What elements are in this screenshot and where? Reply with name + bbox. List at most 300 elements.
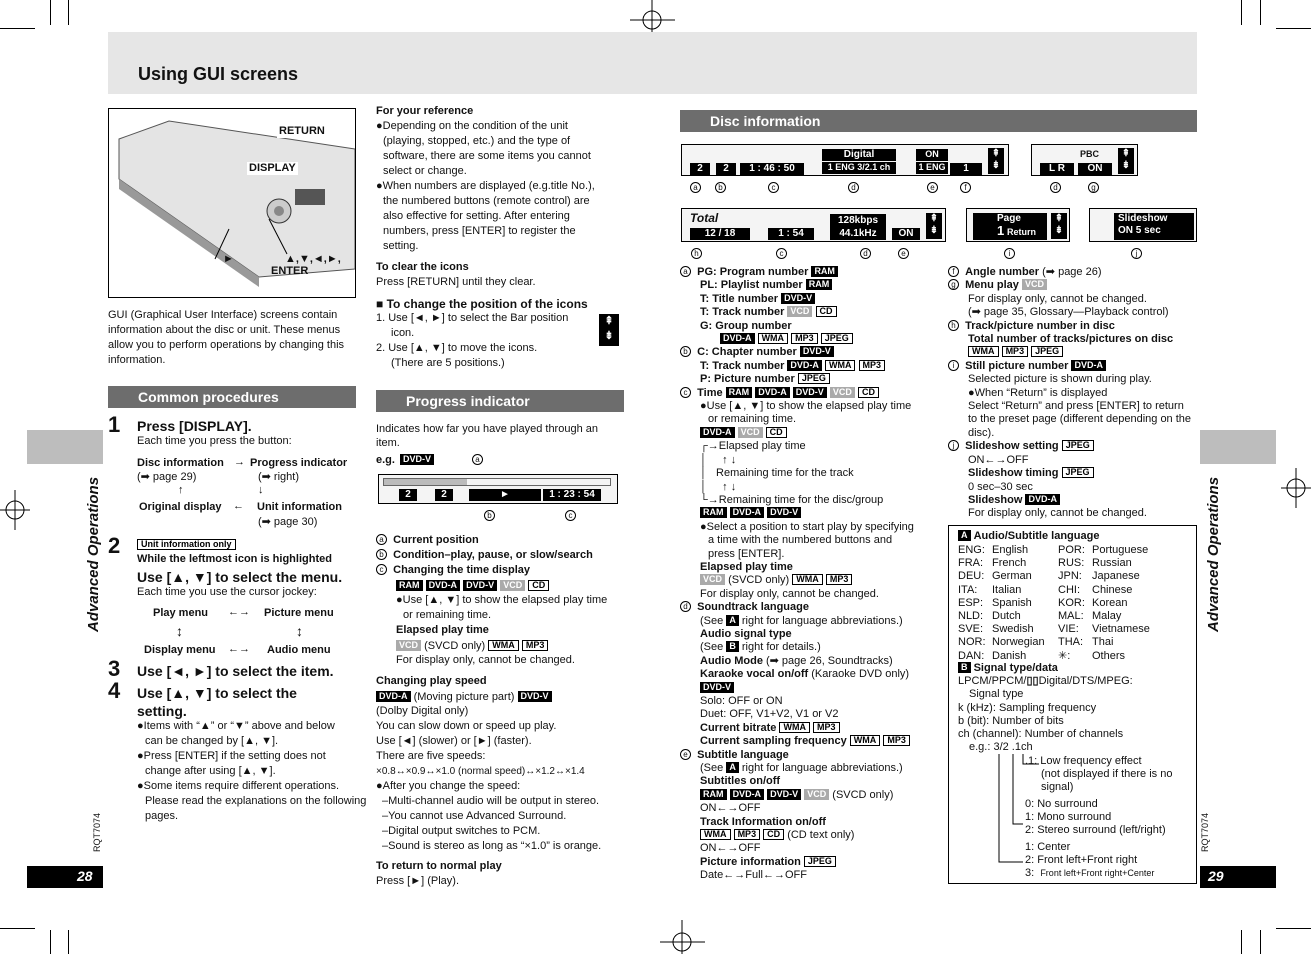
text: Select “Return” and press [ENTER] to return xyxy=(968,400,1184,413)
language-code: ENG: xyxy=(958,544,985,556)
text: 1: Mono surround xyxy=(1025,811,1112,823)
language-code: ✳: xyxy=(1058,649,1071,662)
page-osd xyxy=(966,208,1070,242)
wma-tag: WMA xyxy=(792,574,823,585)
crop-mark xyxy=(1260,930,1261,954)
ram-tag: RAM xyxy=(396,580,423,591)
language-code: DEU: xyxy=(958,570,985,583)
bar-position-icon: ⇞ ⇟ xyxy=(599,314,619,346)
callout-b: b xyxy=(376,549,387,560)
text: 0: No surround xyxy=(1025,798,1098,810)
text: (Dolby Digital only) xyxy=(376,705,469,717)
text: LPCM/PPCM/ xyxy=(958,675,1027,687)
language-name: Danish xyxy=(992,649,1027,662)
step-title: Use [▲, ▼] to select the menu. xyxy=(137,569,343,585)
item-label: C: Chapter number xyxy=(697,346,797,359)
section-header: Disc information xyxy=(680,110,1197,132)
text: .1: Low frequency effect xyxy=(1025,755,1142,767)
callout-e: e xyxy=(680,749,691,760)
osd-angle-value: 1 xyxy=(950,163,982,175)
ref-text: the numbered buttons (remote control) are xyxy=(383,195,590,207)
osd-time-value: 1 : 54 xyxy=(768,228,814,240)
speed-list: ×0.8↔×0.9↔×1.0 (normal speed)↔×1.2↔×1.4 xyxy=(376,766,585,777)
language-code: DAN: xyxy=(958,649,985,662)
registration-target-icon xyxy=(0,490,30,530)
callout-h: h xyxy=(948,320,959,331)
text: e.g. xyxy=(376,454,395,466)
jpeg-tag: JPEG xyxy=(804,856,836,867)
menu-item: Picture menu xyxy=(264,607,334,619)
osd-info-value: ON xyxy=(892,228,920,240)
step-title: Press [DISPLAY]. xyxy=(137,418,252,434)
language-name: Others xyxy=(1092,649,1126,662)
text: (See xyxy=(700,762,724,775)
vcd-tag: VCD xyxy=(787,306,812,317)
dvd-a-tag: DVD-A xyxy=(426,580,461,591)
dvd-v-tag: DVD-V xyxy=(463,580,497,591)
vcd-tag: VCD xyxy=(738,427,763,438)
osd-lr-value: L R xyxy=(1040,163,1074,175)
section-header: Progress indicator xyxy=(376,390,624,412)
text: –Digital output switches to PCM. xyxy=(382,825,541,837)
language-code: JPN: xyxy=(1058,570,1082,583)
page-ref: (➡ page 30) xyxy=(258,516,318,528)
page-title: Using GUI screens xyxy=(138,64,299,84)
callout-h: h xyxy=(691,248,702,259)
cd-tag: CD xyxy=(528,580,549,591)
crop-mark xyxy=(1241,930,1242,954)
dvd-v-tag: DVD-V xyxy=(400,454,434,465)
dvd-v-tag: DVD-V xyxy=(767,789,801,800)
crop-mark xyxy=(1241,0,1242,25)
text: For display only, cannot be changed. xyxy=(396,654,575,666)
ref-text: 1. Use [◄, ►] to select the Bar position xyxy=(376,312,569,324)
subheading: Changing play speed xyxy=(376,675,487,687)
crop-mark xyxy=(50,0,51,25)
text: Solo: OFF or ON xyxy=(700,695,783,707)
updown-icon: ⇞ ⇟ xyxy=(1118,148,1134,174)
language-code: MAL: xyxy=(1058,610,1084,622)
text: Use [◄] (slower) or [►] (faster). xyxy=(376,735,532,747)
box-heading: Signal type/data xyxy=(973,662,1058,674)
flow-item: Unit information xyxy=(257,501,342,513)
text: or remaining time. xyxy=(708,413,797,426)
text: 2: Stereo surround (left/right) xyxy=(1025,824,1166,836)
jpeg-tag: JPEG xyxy=(1062,440,1094,451)
item-label: P: Picture number xyxy=(700,373,795,386)
text: (CD text only) xyxy=(787,829,855,842)
page-number: 28 xyxy=(27,866,103,888)
ref-text: also effective for setting. After entering xyxy=(383,210,570,222)
menu-item: Audio menu xyxy=(267,644,331,656)
osd-return-label: Return xyxy=(1007,227,1037,237)
text: Selected picture is shown during play. xyxy=(968,373,1152,386)
crop-mark xyxy=(1276,928,1311,929)
item-label: Still picture number xyxy=(965,359,1069,372)
text: Press [►] (Play). xyxy=(376,875,460,887)
callout-b: b xyxy=(715,182,726,193)
dvd-a-tag: DVD-A xyxy=(787,360,822,371)
language-row xyxy=(958,544,1194,557)
dvd-a-tag: DVD-A xyxy=(1071,360,1106,371)
vcd-tag: VCD xyxy=(1022,279,1047,290)
text: (➡ page 26, Soundtracks) xyxy=(766,654,893,667)
arrow: ←→ xyxy=(228,643,250,655)
text: (Karaoke DVD only) xyxy=(811,668,910,681)
callout-f: f xyxy=(960,182,971,193)
osd-page xyxy=(973,213,1047,240)
item-label: Track Information on/off xyxy=(700,815,826,828)
page-number: 29 xyxy=(1200,866,1276,888)
arrow: ↑ xyxy=(178,484,184,496)
text: (➡ page 35, Glossary—Playback control) xyxy=(968,306,1169,319)
mp3-tag: MP3 xyxy=(1002,346,1029,357)
osd-page-value: 1 xyxy=(997,223,1005,238)
text: 0 sec–30 sec xyxy=(968,480,1033,493)
wma-tag: WMA xyxy=(968,346,999,357)
crop-mark xyxy=(1260,0,1261,25)
osd-slideshow-value: ON 5 sec xyxy=(1118,225,1161,236)
item-label: Audio Mode xyxy=(700,654,763,667)
language-name: German xyxy=(992,570,1032,583)
dvd-a-tag: DVD-A xyxy=(700,427,735,438)
callout-c: c xyxy=(768,182,779,193)
cd-tag: CD xyxy=(858,387,879,398)
dvd-v-tag: DVD-V xyxy=(767,507,801,518)
item-label: PG: Program number xyxy=(697,266,809,278)
item-label: Total number of tracks/pictures on disc xyxy=(968,333,1174,346)
mp3-tag: MP3 xyxy=(522,640,549,651)
language-code: VIE: xyxy=(1058,623,1079,636)
side-tab xyxy=(1200,430,1276,464)
item-label: G: Group number xyxy=(700,319,792,332)
callout-i: i xyxy=(948,360,959,371)
jpeg-tag: JPEG xyxy=(798,373,830,384)
cd-tag: CD xyxy=(763,829,784,840)
vcd-tag: VCD xyxy=(396,640,421,651)
item-label: Picture information xyxy=(700,855,801,868)
dvd-v-tag: DVD-V xyxy=(781,293,815,304)
item-label: Karaoke vocal on/off xyxy=(700,668,809,681)
menu-item: Display menu xyxy=(144,644,216,656)
text: right for details.) xyxy=(741,641,821,654)
arrow: ↕ xyxy=(176,623,183,639)
device-illustration xyxy=(108,108,356,298)
text: ch (channel): Number of channels xyxy=(958,728,1124,740)
item-label: Audio signal type xyxy=(700,627,792,640)
ref-b-tag: B xyxy=(726,641,739,652)
arrow: ←→ xyxy=(228,606,250,618)
text: disc). xyxy=(968,426,995,439)
ref-text: Press [RETURN] until they clear. xyxy=(376,276,536,288)
text: (not displayed if there is no xyxy=(1041,768,1173,780)
legend-label: Condition–play, pause, or slow/search xyxy=(393,549,593,561)
callout-d: d xyxy=(680,601,691,612)
step-number: 4 xyxy=(108,678,121,703)
language-name: English xyxy=(992,544,1029,556)
text: ●Select a position to start play by specifying xyxy=(700,520,914,533)
text: (➡ page 26) xyxy=(1042,266,1102,278)
callout-g: g xyxy=(1088,182,1099,193)
callout-a: a xyxy=(680,266,691,277)
language-code: ESP: xyxy=(958,596,984,609)
language-code: SVE: xyxy=(958,623,984,636)
language-row xyxy=(958,584,1194,597)
document-code: RQT7074 xyxy=(1200,812,1210,852)
text: –You cannot use Advanced Surround. xyxy=(382,810,567,822)
dvd-a-tag: DVD-A xyxy=(376,691,411,702)
osd-slideshow xyxy=(1114,213,1194,240)
ref-a-tag: A xyxy=(726,615,739,626)
ref-text: 2. Use [▲, ▼] to move the icons. xyxy=(376,342,538,354)
text: signal) xyxy=(1041,781,1074,793)
text: There are five speeds: xyxy=(376,750,486,762)
ref-text: software, there are some items you cannot xyxy=(383,150,591,162)
callout-b: b xyxy=(484,510,495,521)
osd-bitrate xyxy=(830,214,886,240)
osd-time-value: 1 : 46 : 50 xyxy=(740,163,804,175)
osd-sampling-value: 44.1kHz xyxy=(839,228,877,239)
language-row xyxy=(958,597,1194,610)
language-name: Norwegian xyxy=(992,636,1045,649)
osd-bitrate-value: 128kbps xyxy=(837,215,879,226)
progress-osd xyxy=(378,474,618,504)
callout-g: g xyxy=(948,279,959,290)
callout-a: a xyxy=(690,182,701,193)
callout-i: i xyxy=(1004,248,1015,259)
text: (See xyxy=(700,614,724,627)
updown-icon: ⇞ ⇟ xyxy=(926,213,942,239)
osd-pbc-value: ON xyxy=(1078,163,1112,175)
progress-track xyxy=(383,478,611,486)
text: e.g.: 3/2 .1ch xyxy=(969,741,1033,753)
updown-icon: ⇞ ⇟ xyxy=(988,148,1004,174)
step-number: 3 xyxy=(108,656,121,681)
text: press [ENTER]. xyxy=(708,547,785,560)
wma-tag: WMA xyxy=(825,360,856,371)
vcd-tag: VCD xyxy=(500,580,525,591)
text: (SVCD only) xyxy=(424,640,486,652)
callout-j: j xyxy=(1131,248,1142,259)
language-row xyxy=(958,557,1194,570)
ref-text: (There are 5 positions.) xyxy=(391,357,505,369)
step-desc: Each time you press the button: xyxy=(137,435,292,447)
dvd-a-tag: DVD-A xyxy=(1025,494,1060,505)
item-label: Track/picture number in disc xyxy=(965,319,1115,332)
callout-d: d xyxy=(860,248,871,259)
intro-text: GUI (Graphical User Interface) screens contain information about the disc or unit. These menus allow you to perform operations by changing this information. xyxy=(108,309,345,366)
language-name: Swedish xyxy=(992,623,1034,636)
osd-subtitle-value: ON xyxy=(916,149,948,161)
text: b (bit): Number of bits xyxy=(958,715,1064,727)
registration-target-icon xyxy=(1281,468,1311,508)
language-name: Italian xyxy=(992,583,1022,596)
wma-tag: WMA xyxy=(850,735,881,746)
language-name: Spanish xyxy=(992,596,1032,609)
time-readout: 1 : 23 : 54 xyxy=(543,489,601,501)
ref-a-tag: A xyxy=(726,762,739,773)
callout-e: e xyxy=(898,248,909,259)
osd-title-value: 2 xyxy=(690,163,710,175)
osd-pbc-label: PBC xyxy=(1080,149,1100,159)
ram-tag: RAM xyxy=(806,279,833,290)
wma-tag: WMA xyxy=(700,829,731,840)
play-state: ► xyxy=(469,489,541,501)
mp3-tag: MP3 xyxy=(791,333,818,344)
callout-c: c xyxy=(680,387,691,398)
item-label: Slideshow setting xyxy=(965,440,1059,453)
language-code: CHI: xyxy=(1058,583,1080,596)
note: ●Press [ENTER] if the setting does not xyxy=(137,750,326,762)
ram-tag: RAM xyxy=(700,789,727,800)
dvd-a-tag: DVD-A xyxy=(730,789,765,800)
item-label: T: Title number xyxy=(700,292,779,305)
title-number: 2 xyxy=(399,489,417,501)
callout-d: d xyxy=(1050,182,1061,193)
callout-c: c xyxy=(565,510,576,521)
dvd-v-tag: DVD-V xyxy=(518,691,552,702)
legend-label: Current position xyxy=(393,534,479,546)
text: Date←→Full←→OFF xyxy=(700,869,807,882)
mp3-tag: MP3 xyxy=(813,722,840,733)
language-row xyxy=(958,570,1194,583)
language-code: KOR: xyxy=(1058,596,1085,609)
ref-heading: To clear the icons xyxy=(376,261,469,273)
callout-a: a xyxy=(472,454,483,465)
text: –Multi-channel audio will be output in stereo. xyxy=(382,795,600,807)
item-label: Elapsed play time xyxy=(700,560,793,573)
osd-total-value: 12 / 18 xyxy=(690,228,750,240)
text: 1: Center xyxy=(1025,841,1071,853)
section-header: Common procedures xyxy=(108,386,356,408)
vcd-tag: VCD xyxy=(830,387,855,398)
osd-slideshow-label: Slideshow xyxy=(1118,213,1168,224)
item-label: Time xyxy=(697,386,723,399)
language-name: Korean xyxy=(1092,596,1128,609)
language-name: French xyxy=(992,557,1027,570)
language-name: Portuguese xyxy=(1092,544,1149,556)
vcd-tag: VCD xyxy=(804,789,829,800)
unit-info-tag: Unit information only xyxy=(137,539,236,550)
ref-text: icon. xyxy=(391,327,415,339)
text: ●After you change the speed: xyxy=(376,780,521,792)
play-label: ► xyxy=(223,253,234,265)
ref-text: select or change. xyxy=(383,165,467,177)
item-label: Angle number xyxy=(965,266,1040,278)
language-name: Dutch xyxy=(992,610,1021,622)
language-code: NLD: xyxy=(958,610,984,622)
osd-subtitle-detail: 1 ENG xyxy=(916,162,948,174)
language-code: THA: xyxy=(1058,636,1084,649)
note: ●Items with “▲” or “▼” above and below xyxy=(137,720,335,732)
callout-c: c xyxy=(776,248,787,259)
language-row xyxy=(958,623,1194,636)
note: Please read the explanations on the following xyxy=(145,795,367,807)
side-tab xyxy=(27,430,103,464)
text: (Moving picture part) xyxy=(413,691,515,703)
callout-c: c xyxy=(376,564,387,575)
page-ref: (➡ page 29) xyxy=(137,471,197,483)
text: –Sound is stereo as long as “×1.0” is orange. xyxy=(382,840,602,852)
dvd-a-tag: DVD-A xyxy=(730,507,765,518)
mp3-tag: MP3 xyxy=(826,574,853,585)
chapter-number: 2 xyxy=(435,489,453,501)
step-title: Use [◄, ►] to select the item. xyxy=(137,663,334,679)
reference-box: A Audio/Subtitle language ENG: English POR: Portuguese FRA: French RUS: Russian DEU: German JPN: Japanese ITA: Italian CHI: Chinese ESP: Spanish KOR: Korean NLD: Dutch MAL: Malay SVE: Swedish VIE: Vietnamese NOR: Norwegian THA: Thai DAN: Danish ✳: Others B Signal type/data LPCM/PPCM/▯▯Digital/DTS/MPEG: Signal type k (kHz): Sampling frequency b (bit): Number of bits ch (channel): Number of channels e.g.: 3/2 .1ch .1: Low frequency effect (not displayed if there is no signal) 0: No surround 1: Mono surround 2: Stereo surround (left/right) 1: Center 2: Front left+Front right 3: Front left+Front right+Center xyxy=(948,525,1197,884)
language-name: Vietnamese xyxy=(1092,623,1150,636)
osd-page-label: Page xyxy=(997,213,1021,224)
subheading: To return to normal play xyxy=(376,860,502,872)
note: can be changed by [▲, ▼]. xyxy=(145,735,279,747)
item-label: Menu play xyxy=(965,279,1019,292)
language-code: ITA: xyxy=(958,583,978,596)
step-number: 1 xyxy=(108,412,121,437)
arrows-label: ▲,▼,◄,►, xyxy=(285,253,341,265)
flow-item: Progress indicator xyxy=(250,457,348,469)
mp3-tag: MP3 xyxy=(859,360,886,371)
callout-d: d xyxy=(848,182,859,193)
text: ●Use [▲, ▼] to show the elapsed play time xyxy=(396,594,608,606)
mp3-tag: MP3 xyxy=(883,735,910,746)
text: ●When “Return” is displayed xyxy=(968,386,1108,399)
text: (See xyxy=(700,641,724,654)
text: Signal type xyxy=(969,688,1024,700)
jpeg-tag: JPEG xyxy=(1062,467,1094,478)
ref-text: ●Depending on the condition of the unit xyxy=(376,120,568,132)
crop-mark xyxy=(1276,28,1311,29)
item-label: Subtitle language xyxy=(697,748,789,761)
flow-item: Original display xyxy=(139,501,222,513)
language-code: POR: xyxy=(1058,544,1085,556)
text: Digital/DTS/MPEG: xyxy=(1038,675,1133,687)
ref-a-tag: A xyxy=(958,530,971,541)
callout-a: a xyxy=(376,534,387,545)
language-name: Chinese xyxy=(1092,583,1133,596)
text: Remaining time for the disc/group xyxy=(718,493,884,506)
box-heading: Audio/Subtitle language xyxy=(973,530,1100,542)
text: a time with the numbered buttons and xyxy=(708,534,893,547)
return-label: RETURN xyxy=(279,125,325,137)
page-ref: (➡ right) xyxy=(258,471,299,483)
note: ●Some items require different operations. xyxy=(137,780,340,792)
callout-f: f xyxy=(948,266,959,277)
item-label: Slideshow xyxy=(968,493,1023,506)
dvd-v-tag: DVD-V xyxy=(700,682,734,693)
language-name: Thai xyxy=(1092,636,1114,649)
language-code: FRA: xyxy=(958,557,984,570)
step-title: Use [▲, ▼] to select the xyxy=(137,685,297,701)
step-number: 2 xyxy=(108,533,121,558)
arrow: ↓ xyxy=(258,484,264,496)
item-label: T: Track number xyxy=(700,306,785,319)
arrow: → xyxy=(234,456,245,468)
title-bar xyxy=(108,32,1197,94)
text: right for language abbreviations.) xyxy=(741,762,903,775)
slideshow-osd xyxy=(1089,208,1197,242)
enter-label: ENTER xyxy=(271,265,309,277)
ram-tag: RAM xyxy=(700,507,727,518)
dvd-a-tag: DVD-A xyxy=(720,333,755,344)
ref-text: (playing, stopped, etc.) and the type of xyxy=(383,135,571,147)
track-osd xyxy=(681,208,946,242)
text: You can slow down or speed up play. xyxy=(376,720,557,732)
wma-tag: WMA xyxy=(758,333,789,344)
jpeg-tag: JPEG xyxy=(1031,346,1063,357)
ref-heading: For your reference xyxy=(376,105,474,117)
display-label: DISPLAY xyxy=(249,162,296,174)
language-row xyxy=(958,636,1194,649)
text: item. xyxy=(376,437,400,449)
